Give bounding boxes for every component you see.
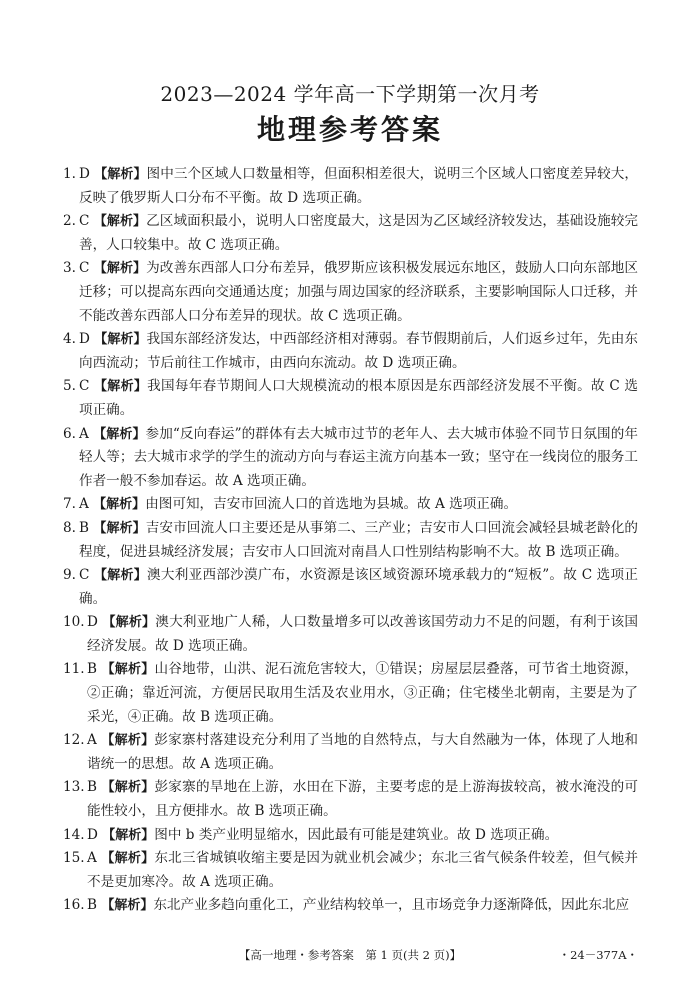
- analysis-text: 彭家寨村落建设充分利用了当地的自然特点，与大自然融为一体，体现了人地和谐统一的思想。故 A 选项正确。: [87, 732, 638, 772]
- answer-choice: A: [87, 732, 97, 749]
- answer-list: [63, 163, 638, 918]
- answer-number: 12.: [63, 732, 85, 749]
- page-title: 地理参考答案: [256, 113, 443, 146]
- answer-number: 8.: [63, 519, 76, 536]
- analysis-label: 【解析】: [94, 167, 147, 182]
- answer-choice: A: [79, 496, 89, 513]
- analysis-label: 【解析】: [93, 497, 146, 513]
- answer-number: 13.: [63, 779, 85, 796]
- analysis-label: 【解析】: [93, 261, 147, 277]
- analysis-label: 【解析】: [101, 851, 155, 867]
- answer-item: [63, 894, 638, 918]
- analysis-text: 图中 b 类产业明显缩水，因此最有可能是建筑业。故 D 选项正确。: [154, 826, 559, 843]
- analysis-text: 我国每年春节期间人口大规模流动的根本原因是东西部经济发展不平衡。故 C 选项正确。: [79, 378, 638, 418]
- answer-choice: B: [87, 897, 97, 914]
- answer-item: [63, 210, 638, 257]
- analysis-text: 山谷地带，山洪、泥石流危害较大，①错误；房屋层层叠落，可节省土地资源，②正确；靠近河流，方便居民取用生活及农业用水，③正确；住宅楼坐北朝南，主要是为了采光，④正确。故 B 选项正确。: [87, 661, 639, 725]
- answer-choice: A: [79, 425, 89, 442]
- answer-item: [63, 847, 638, 894]
- answer-choice: D: [87, 826, 98, 843]
- answer-number: 5.: [63, 378, 76, 395]
- answer-item: [63, 611, 638, 658]
- analysis-label: 【解析】: [93, 520, 146, 536]
- answer-item: [63, 163, 638, 210]
- answer-item: [63, 328, 638, 375]
- answer-item: [63, 257, 638, 328]
- analysis-label: 【解析】: [94, 379, 148, 395]
- answer-choice: C: [79, 567, 90, 584]
- analysis-label: 【解析】: [102, 827, 155, 843]
- answer-item: [63, 729, 638, 776]
- analysis-text: 澳大利亚地广人稀，人口数量增多可以改善该国劳动力不足的问题，有利于该国经济发展。故 D 选项正确。: [87, 614, 638, 654]
- analysis-text: 东北产业多趋向重化工，产业结构较单一，且市场竞争力逐渐降低，因此东北应: [153, 897, 630, 914]
- footer-code: ・24－377A・: [558, 948, 638, 962]
- answer-number: 2.: [63, 213, 76, 230]
- answer-choice: D: [79, 166, 90, 182]
- answer-number: 7.: [63, 496, 76, 513]
- answer-choice: D: [79, 331, 90, 348]
- analysis-text: 为改善东西部人口分布差异，俄罗斯应该积极发展远东地区，鼓励人口向东部地区迁移；可以提高东西向交通通达度；加强与周边国家的经济联系，主要影响国际人口迁移，并不能改善东西部人口分布差异的现状。故 C 选项正确。: [79, 260, 638, 324]
- answer-number: 6.: [63, 425, 76, 442]
- answer-choice: C: [79, 260, 90, 277]
- answer-choice: B: [87, 779, 97, 796]
- page-footer: [0, 947, 700, 963]
- analysis-text: 参加“反向春运”的群体有去大城市过节的老年人、去大城市体验不同节日氛围的年轻人等；去大城市求学的学生的流动方向与春运主流方向基本一致；坚守在一线岗位的服务工作者一般不参加春运。故 A 选项正确。: [79, 425, 638, 489]
- answer-choice: C: [79, 213, 90, 230]
- answer-number: 9.: [63, 567, 76, 584]
- analysis-text: 我国东部经济发达，中西部经济相对薄弱。春节假期前后，人们返乡过年，先由东向西流动；节后前往工作城市，由西向东流动。故 D 选项正确。: [79, 331, 638, 371]
- analysis-text: 吉安市回流人口主要还是从事第二、三产业；吉安市人口回流会减轻县城老龄化的程度，促进县城经济发展；吉安市人口回流对南昌人口性别结构影响不大。故 B 选项正确。: [79, 519, 638, 560]
- analysis-text: 乙区域面积最小，说明人口密度最大，这是因为乙区域经济较发达，基础设施较完善，人口较集中。故 C 选项正确。: [79, 213, 638, 253]
- answer-item: [63, 824, 638, 848]
- exam-title: 2023—2024 学年高一下学期第一次月考: [160, 82, 540, 106]
- analysis-text: 图中三个区域人口数量相等，但面积相差很大，说明三个区域人口密度差异较大，反映了俄罗斯人口分布不平衡。故 D 选项正确。: [79, 166, 638, 206]
- answer-choice: D: [87, 614, 98, 631]
- answer-number: 4.: [63, 331, 76, 348]
- answer-number: 14.: [63, 826, 85, 843]
- footer-page-info: 【高一地理・参考答案 第 1 页(共 2 页)】: [238, 948, 462, 962]
- analysis-label: 【解析】: [93, 214, 147, 230]
- analysis-label: 【解析】: [94, 568, 148, 584]
- answer-number: 15.: [63, 850, 85, 867]
- answer-item: [63, 658, 638, 729]
- answer-choice: C: [79, 378, 90, 395]
- answer-number: 3.: [63, 260, 76, 277]
- answer-item: [63, 517, 638, 564]
- analysis-text: 澳大利亚西部沙漠广布，水资源是该区域资源环境承载力的“短板”。故 C 选项正确。: [79, 567, 638, 607]
- answer-item: [63, 423, 638, 494]
- answer-number: 16.: [63, 897, 85, 914]
- analysis-text: 由图可知，吉安市回流人口的首选地为县城。故 A 选项正确。: [145, 496, 518, 513]
- answer-choice: B: [87, 661, 97, 678]
- answer-choice: B: [79, 519, 89, 536]
- answer-item: [63, 564, 638, 611]
- analysis-label: 【解析】: [101, 662, 155, 678]
- answer-number: 11.: [63, 661, 85, 678]
- analysis-label: 【解析】: [93, 426, 146, 442]
- analysis-label: 【解析】: [101, 780, 155, 796]
- answer-item: [63, 776, 638, 823]
- answer-number: 10.: [63, 614, 85, 631]
- analysis-text: 东北三省城镇收缩主要是因为就业机会减少；东北三省气候条件较差，但气候并不是更加寒冷。故 A 选项正确。: [87, 850, 638, 890]
- answer-item: [63, 375, 638, 422]
- answer-item: [63, 493, 638, 517]
- analysis-label: 【解析】: [102, 615, 156, 631]
- answer-number: 1.: [63, 166, 76, 182]
- analysis-label: 【解析】: [94, 332, 147, 348]
- analysis-label: 【解析】: [101, 898, 154, 914]
- analysis-text: 彭家寨的旱地在上游，水田在下游，主要考虑的是上游海拔较高，被水淹没的可能性较小，且方便排水。故 B 选项正确。: [87, 779, 639, 820]
- answer-choice: A: [87, 850, 97, 867]
- analysis-label: 【解析】: [101, 733, 155, 749]
